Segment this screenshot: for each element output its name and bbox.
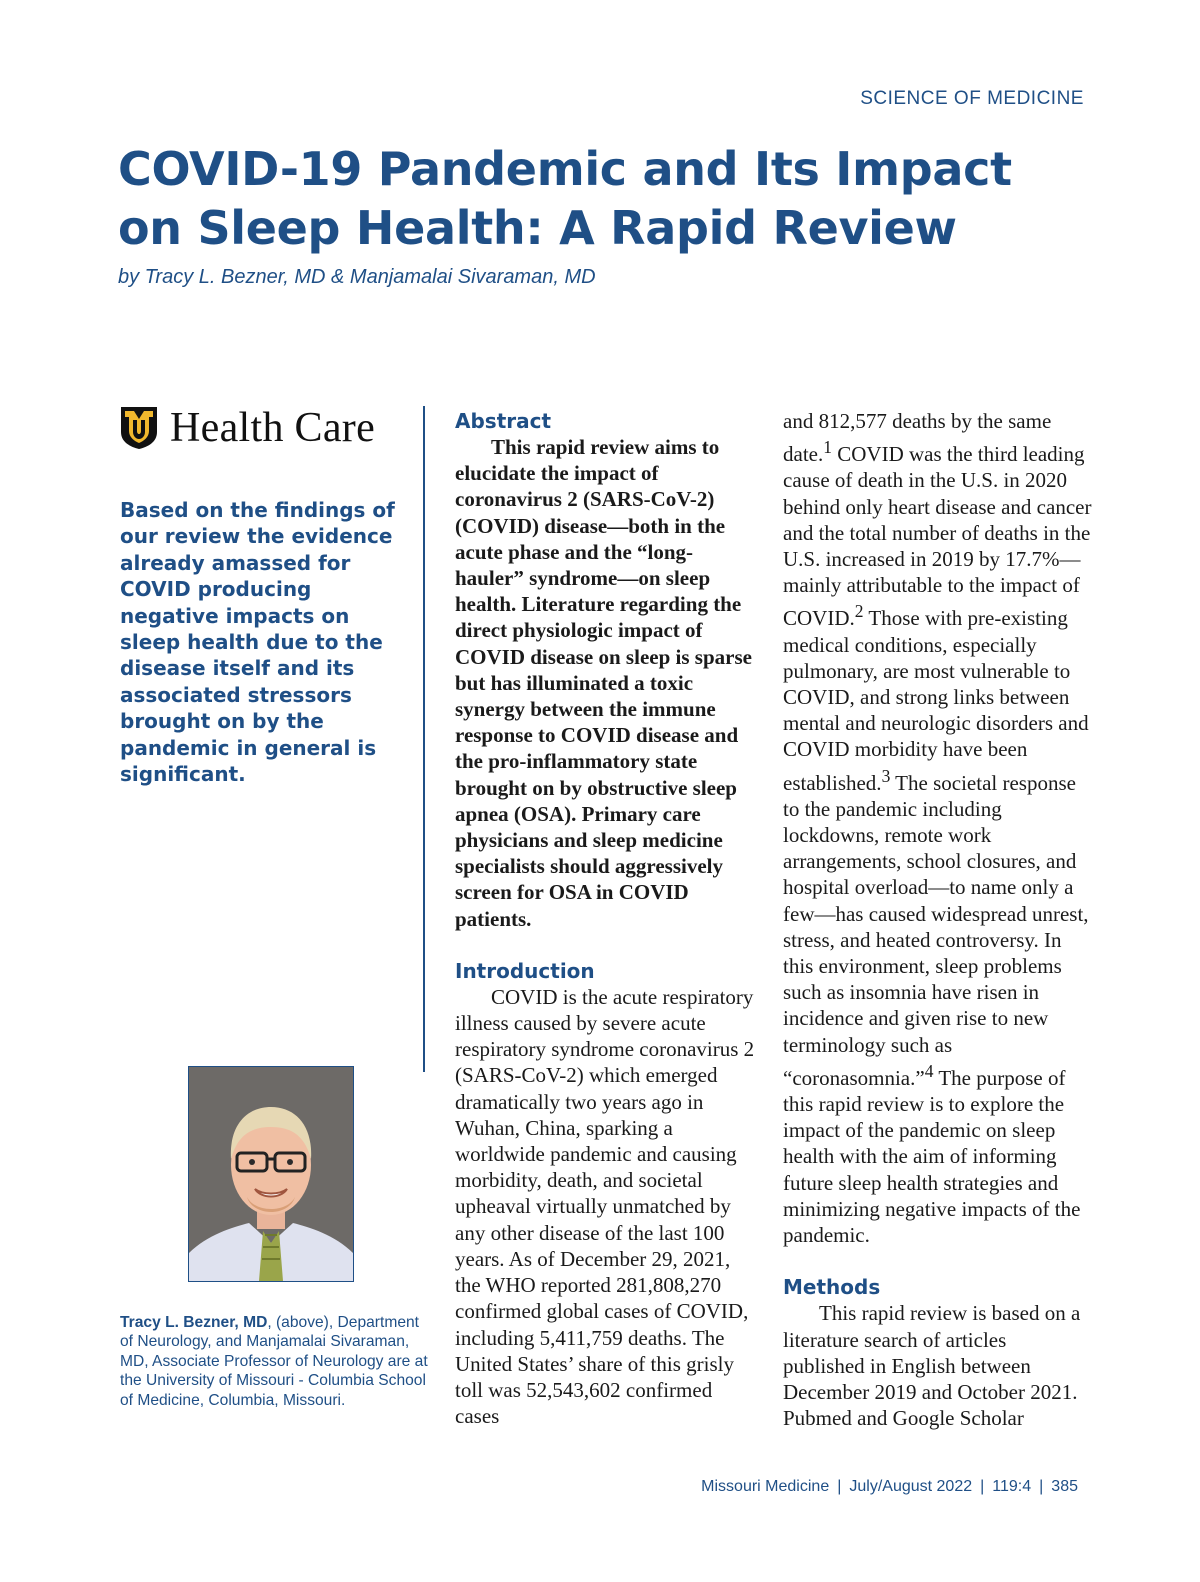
footer-journal: Missouri Medicine	[701, 1478, 830, 1495]
logo-wordmark: Health Care	[170, 405, 376, 451]
footer-issue: July/August 2022	[849, 1478, 973, 1495]
author-caption	[120, 1313, 430, 1410]
author-portrait-illustration	[189, 1067, 353, 1281]
footer-volume: 119:4	[992, 1478, 1032, 1495]
page-footer: Missouri Medicine | July/August 2022 | 119:4 | 385	[701, 1478, 1078, 1495]
abstract-body: This rapid review aims to elucidate the impact of coronavirus 2 (SARS-CoV-2) (COVID) disease—both in the acute phase and the “long-hauler” syndrome—on sleep health. Literature regarding the direct physiologic impact of COVID disease on sleep is sparse but has illuminated a toxic synergy between the immune response to COVID disease and the pro-inflammatory state brought on by obstructive sleep apnea (OSA). Primary care physicians and sleep medicine specialists should aggressively screen for OSA in COVID patients.	[455, 435, 752, 931]
article-column-3	[783, 408, 1093, 1431]
introduction-body-part1: COVID is the acute respiratory illness caused by severe acute respiratory syndrome coronavirus 2 (SARS-CoV-2) which emerged dramatically two years ago in Wuhan, China, sparking a worldwide pandemic and causing morbidity, death, and societal upheaval virtually unmatched by any other disease of the last 100 years. As of December 29, 2021, the WHO reported 281,808,270 confirmed global cases of COVID, including 5,411,759 deaths. The United States’ share of this grisly toll was 52,543,602 confirmed cases	[455, 984, 755, 1429]
methods-heading: Methods	[783, 1275, 881, 1300]
column-divider	[423, 406, 425, 1072]
reference-1: 1	[823, 437, 832, 458]
title-line-2: on Sleep Health: A Rapid Review	[118, 201, 957, 255]
methods-body: This rapid review is based on a literature search of articles published in English between December 2019 and October 2021. Pubmed and Google Scholar	[783, 1301, 1081, 1431]
mu-health-care-logo	[120, 404, 375, 452]
section-label: SCIENCE OF MEDICINE	[860, 88, 1084, 109]
abstract-heading: Abstract	[455, 409, 552, 433]
title-line-1: COVID-19 Pandemic and Its Impact	[118, 142, 1012, 196]
reference-3: 3	[881, 765, 891, 786]
introduction-body-part2: and 812,577 deaths by the same date.$^1$ COVID was the third leading cause of death in the U.S. in 2020 behind only heart disease and cancer and the total number of deaths in the U.S. increased in 2019 by 17.7%— mainly attributable to the impact of COVID.$^2$ Those with pre-existing medical conditions, especially pulmonary, are most vulnerable to COVID, and strong links between mental and neurologic disorders and COVID morbidity have been established.$^3$ The societal response to the pandemic including lockdowns, remote work arrangements, school closures, and hospital overload—to name only a few—has caused widespread unrest, stress, and heated controversy. In this environment, sleep problems such as insomnia have risen in incidence and given rise to new terminology such as “coronasomnia.”$^4$ The purpose of this rapid review is to explore the impact of the pandemic on sleep health with the aim of informing future sleep health strategies and minimizing negative impacts of the pandemic.	[783, 409, 1092, 1248]
reference-2: 2	[854, 601, 864, 622]
introduction-heading: Introduction	[455, 958, 595, 983]
article-column-2	[455, 408, 755, 1429]
mu-tiger-icon	[120, 406, 158, 450]
article-title	[118, 140, 1078, 258]
pull-quote: Based on the findings of our review the evidence already amassed for COVID producing negative impacts on sleep health due to the disease itself and its associated stressors brought on by the pandemic in general is significant.	[120, 498, 395, 787]
caption-affiliation: , (above), Department of Neurology, and Manjamalai Sivaraman, MD, Associate Professor of Neurology are at the University of Missouri - Columbia School of Medicine, Columbia, Missouri.	[120, 1314, 428, 1409]
reference-4: 4	[924, 1060, 934, 1081]
page-number: 385	[1051, 1478, 1078, 1495]
author-photo	[188, 1066, 354, 1282]
author-byline: by Tracy L. Bezner, MD & Manjamalai Sivaraman, MD	[118, 266, 596, 288]
caption-author-name: Tracy L. Bezner, MD	[120, 1314, 268, 1331]
